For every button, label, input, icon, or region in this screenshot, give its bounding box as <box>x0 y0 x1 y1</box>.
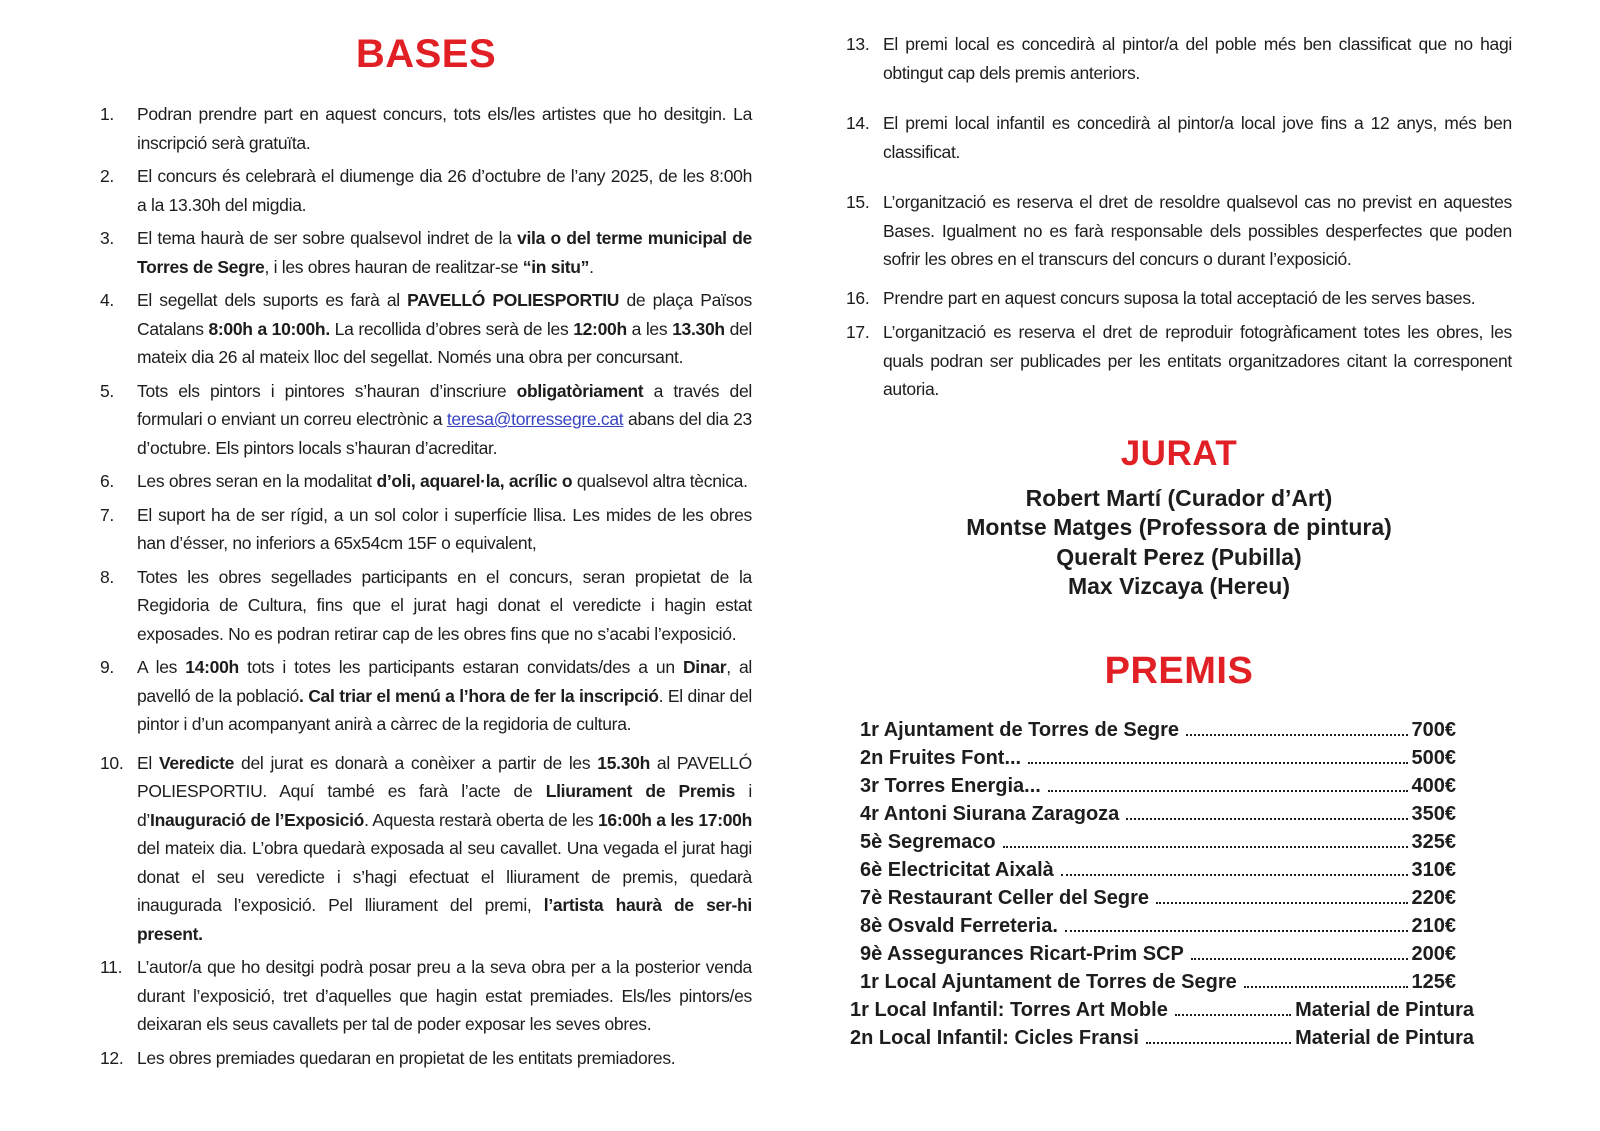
rule-text-bold: vila o del terme municipal de Torres de Segre <box>137 228 752 277</box>
rule-text-run: i d’ <box>137 781 752 830</box>
prize-value: 400€ <box>1411 774 1456 797</box>
rule-text <box>883 318 1512 404</box>
prize-row <box>850 1024 1474 1052</box>
rule-number: 6. <box>100 471 114 491</box>
rule-number: 12. <box>100 1047 124 1068</box>
rule-item <box>846 109 1512 166</box>
rule-number: 5. <box>100 380 114 401</box>
rule-number: 14. <box>846 113 870 133</box>
prize-label: 1r Ajuntament de Torres de Segre <box>860 718 1179 741</box>
rule-text <box>137 749 752 949</box>
rule-item <box>846 318 1512 404</box>
rule-text-bold: l’artista haurà de ser-hi present. <box>137 895 752 944</box>
dotted-leader <box>1028 762 1407 764</box>
bases-rules-left <box>100 100 752 1072</box>
rule-text <box>137 162 752 219</box>
prize-row <box>860 828 1456 856</box>
prize-label: 4r Antoni Siurana Zaragoza <box>860 802 1120 825</box>
email-link[interactable]: teresa@torressegre.cat <box>446 409 624 429</box>
rule-text-bold: 12:00h <box>573 318 627 339</box>
bases-rules-right <box>846 30 1512 404</box>
rule-item <box>100 563 752 649</box>
prize-row <box>860 940 1456 968</box>
rule-text-run: de plaça Països Catalans <box>137 290 752 339</box>
rule-text-run: El segellat dels suports es farà al <box>137 290 408 310</box>
rule-text-run: tots i totes les participants estaran convidats/des a un <box>238 657 683 677</box>
prize-value: Material de Pintura <box>1295 1026 1474 1049</box>
prize-value: 350€ <box>1411 802 1456 825</box>
rule-item <box>846 284 1512 313</box>
rule-text <box>137 1044 752 1073</box>
rule-text-run: Podran prendre part en aquest concurs, tots els/les artistes que ho desitgin. La inscripció serà gratuïta. <box>137 104 752 153</box>
rule-text <box>137 377 752 463</box>
rule-text-run: Tots els pintors i pintores s’hauran d’inscriure <box>137 380 517 401</box>
rule-text-run: El premi local es concedirà al pintor/a del poble més ben classificat que no hagi obtingut cap dels premis anteriors. <box>883 34 1512 83</box>
rule-text-bold: 15.30h <box>597 752 650 773</box>
prize-row <box>860 968 1456 996</box>
prize-row <box>860 884 1456 912</box>
rule-text-bold: 16:00h a les 17:00h <box>598 809 753 830</box>
rule-text-run: . Aquesta restarà oberta de les <box>364 809 598 830</box>
rule-text <box>137 953 752 1039</box>
prize-value: 210€ <box>1411 914 1456 937</box>
prize-list <box>846 716 1512 1052</box>
prize-value: 700€ <box>1411 718 1456 741</box>
jury-member: Montse Matges (Professora de pintura) <box>966 514 1392 540</box>
rule-item <box>100 100 752 157</box>
rule-item <box>100 377 752 463</box>
rule-text-run: El concurs és celebrarà el diumenge dia 26 d’octubre de l’any 2025, de les 8:00h a la 13.30h del migdia. <box>137 166 752 215</box>
rule-number: 4. <box>100 290 114 310</box>
rule-text <box>137 501 752 558</box>
rule-text-run: . El dinar del pintor i d’un acompanyant anirà a càrrec de la regidoria de cultura. <box>137 685 753 734</box>
rule-number: 11. <box>100 957 123 977</box>
dotted-leader <box>1191 958 1408 960</box>
prize-label: 2n Local Infantil: Cicles Fransi <box>850 1026 1139 1049</box>
rule-text-run: Totes les obres segellades participants en el concurs, seran propietat de la Regidoria de Cultura, fins que el jurat hagi donat el veredicte i hagin estat exposades. No es podran retirar cap de les obres fins que no s’acabi l’exposició. <box>137 566 752 644</box>
rule-text-run: El <box>137 752 159 773</box>
rule-number: 7. <box>100 504 114 525</box>
prize-label: 5è Segremaco <box>860 830 996 853</box>
rule-text-run: del jurat es donarà a conèixer a partir de les <box>234 752 598 773</box>
rule-text-run: , i les obres hauran de realitzar-se <box>264 256 523 277</box>
dotted-leader <box>1061 874 1408 876</box>
rule-number: 3. <box>100 228 114 248</box>
rule-text-bold: 8:00h a 10:00h. <box>208 318 330 339</box>
rule-text-run: a les <box>626 318 673 339</box>
jury-list <box>846 484 1512 602</box>
prize-row <box>860 772 1456 800</box>
rule-text-run: Prendre part en aquest concurs suposa la total acceptació de les serves bases. <box>883 287 1476 308</box>
dotted-leader <box>1146 1042 1291 1044</box>
rule-text-bold: obligatòriament <box>516 380 644 401</box>
rule-text-run: El premi local infantil es concedirà al pintor/a local jove fins a 12 anys, més ben classificat. <box>883 113 1512 162</box>
rule-text-bold: Dinar <box>682 657 727 677</box>
prize-value: 500€ <box>1411 746 1456 769</box>
prize-value: 310€ <box>1411 858 1456 881</box>
rule-text <box>137 100 752 157</box>
rule-number: 15. <box>846 192 870 212</box>
prize-label: 6è Electricitat Aixalà <box>860 858 1054 881</box>
rule-text <box>137 653 752 739</box>
rule-text-bold: Veredicte <box>158 752 235 773</box>
rule-text <box>137 563 752 649</box>
prize-label: 9è Assegurances Ricart-Prim SCP <box>860 942 1184 965</box>
rule-text-run: qualsevol altra tècnica. <box>576 471 748 491</box>
rule-item <box>100 224 752 281</box>
prize-label: 1r Local Infantil: Torres Art Moble <box>850 998 1168 1021</box>
rule-item <box>100 653 752 739</box>
rule-text <box>883 30 1512 87</box>
prize-label: 7è Restaurant Celler del Segre <box>860 886 1150 909</box>
prize-row <box>860 912 1456 940</box>
rule-text-run: El suport ha de ser rígid, a un sol color i superfície llisa. Les mides de les obres han d’ésser, no inferiors a 65x54cm 15F o equivalent, <box>137 504 752 553</box>
rule-text-run: . <box>589 256 594 277</box>
rule-item <box>100 467 752 496</box>
dotted-leader <box>1156 902 1407 904</box>
dotted-leader <box>1003 846 1408 848</box>
rule-text-run: del mateix dia. L’obra quedarà exposada al seu cavallet. Una vegada el jurat hagi donat el seu veredicte i s’hagi efectuat el lliurament de premis, quedarà inaugurada l’exposició. Pel lliurament del premi, <box>137 838 752 915</box>
prize-value: 220€ <box>1411 886 1456 909</box>
rule-item <box>846 188 1512 274</box>
rule-text <box>137 224 752 281</box>
prize-row <box>860 716 1456 744</box>
rule-number: 8. <box>100 566 114 587</box>
prize-label: 3r Torres Energia... <box>860 774 1041 797</box>
prize-row <box>860 800 1456 828</box>
rule-item <box>100 162 752 219</box>
rule-text-bold: d’oli, aquarel·la, acrílic o <box>376 471 577 491</box>
rule-text <box>883 284 1512 313</box>
rule-text <box>137 467 752 496</box>
rule-number: 16. <box>846 287 870 308</box>
rule-text <box>883 109 1512 166</box>
rule-item <box>100 286 752 372</box>
rule-text-bold: . Cal triar el menú a l’hora de fer la inscripció <box>299 685 659 706</box>
rule-text-bold: Inauguració de l’Exposició <box>150 809 365 830</box>
rule-number: 1. <box>100 104 114 124</box>
right-column <box>846 22 1512 1131</box>
rule-item <box>100 1044 752 1073</box>
rule-text-run: A les <box>137 657 186 677</box>
prize-value: Material de Pintura <box>1295 998 1474 1021</box>
rule-text-run: Les obres premiades quedaran en propietat de les entitats premiadores. <box>137 1047 676 1068</box>
rule-number: 13. <box>846 34 870 54</box>
prize-row <box>850 996 1474 1024</box>
rule-item <box>100 749 752 949</box>
rule-number: 10. <box>100 752 124 773</box>
rule-text-bold: 14:00h <box>185 657 239 677</box>
dotted-leader <box>1186 734 1408 736</box>
prize-row <box>860 856 1456 884</box>
jury-member: Robert Martí (Curador d’Art) <box>1025 484 1333 511</box>
bases-title: BASES <box>355 32 497 76</box>
rule-text-run: del mateix dia 26 al mateix lloc del segellat. Només una obra per concursant. <box>137 318 753 367</box>
rule-text-bold: PAVELLÓ POLIESPORTIU <box>407 290 620 310</box>
prize-value: 125€ <box>1411 970 1456 993</box>
prize-label: 8è Osvald Ferreteria. <box>860 914 1058 937</box>
dotted-leader <box>1244 986 1408 988</box>
rule-text-run: L’autor/a que ho desitgi podrà posar preu a la seva obra per a la posterior venda durant l’exposició, tret d’aquelles que hagin estat premiades. Els/les pintors/es deixaran els seus cavallets per tal de poder exposar les seves obres. <box>137 957 752 1034</box>
dotted-leader <box>1065 930 1408 932</box>
rule-text-run: al PAVELLÓ POLIESPORTIU. Aquí també es farà l’acte de <box>137 752 752 801</box>
rule-text-run: L’organització es reserva el dret de reproduir fotogràficament totes les obres, les quals podran ser publicades per les entitats organitzadores citant la corresponent autoria. <box>883 322 1512 399</box>
rule-text <box>883 188 1512 274</box>
rule-number: 2. <box>100 166 114 186</box>
prize-label: 1r Local Ajuntament de Torres de Segre <box>860 970 1237 993</box>
jurat-title: JURAT <box>1120 433 1238 473</box>
rule-item <box>846 30 1512 87</box>
jury-member: Queralt Perez (Pubilla) <box>1056 543 1302 570</box>
rule-text-run: abans del dia 23 d’octubre. Els pintors locals s’hauran d’acreditar. <box>137 409 752 458</box>
rule-text <box>137 286 752 372</box>
prize-label: 2n Fruites Font... <box>860 746 1022 769</box>
rule-item <box>100 501 752 558</box>
prize-value: 325€ <box>1411 830 1456 853</box>
rule-number: 9. <box>100 657 114 677</box>
rule-text-run: , al pavelló de la població <box>137 657 752 706</box>
rule-text-run: L’organització es reserva el dret de resoldre qualsevol cas no previst en aquestes Bases. Igualment no es farà responsable dels possibles desperfectes que poden sofrir les obres en el transcurs del concurs o durant l’exposició. <box>883 192 1512 269</box>
rule-item <box>100 953 752 1039</box>
rule-text-bold: 13.30h <box>672 318 725 339</box>
jury-member: Max Vizcaya (Hereu) <box>1067 573 1290 599</box>
rule-text-bold: “in situ” <box>522 256 590 277</box>
rule-text-bold: Lliurament de Premis <box>545 781 736 801</box>
premis-title: PREMIS <box>1104 649 1254 692</box>
rule-text-run: a través del formulari o enviant un correu electrònic a <box>137 380 752 429</box>
dotted-leader <box>1175 1014 1291 1016</box>
rule-text-run: La recollida d’obres serà de les <box>329 318 574 339</box>
rule-text-run: Les obres seran en la modalitat <box>137 471 377 491</box>
dotted-leader <box>1048 790 1408 792</box>
dotted-leader <box>1126 818 1407 820</box>
left-column <box>100 22 752 1131</box>
rule-text-run: El tema haurà de ser sobre qualsevol indret de la <box>137 228 518 248</box>
prize-row <box>860 744 1456 772</box>
rule-number: 17. <box>846 322 870 342</box>
prize-value: 200€ <box>1411 942 1456 965</box>
